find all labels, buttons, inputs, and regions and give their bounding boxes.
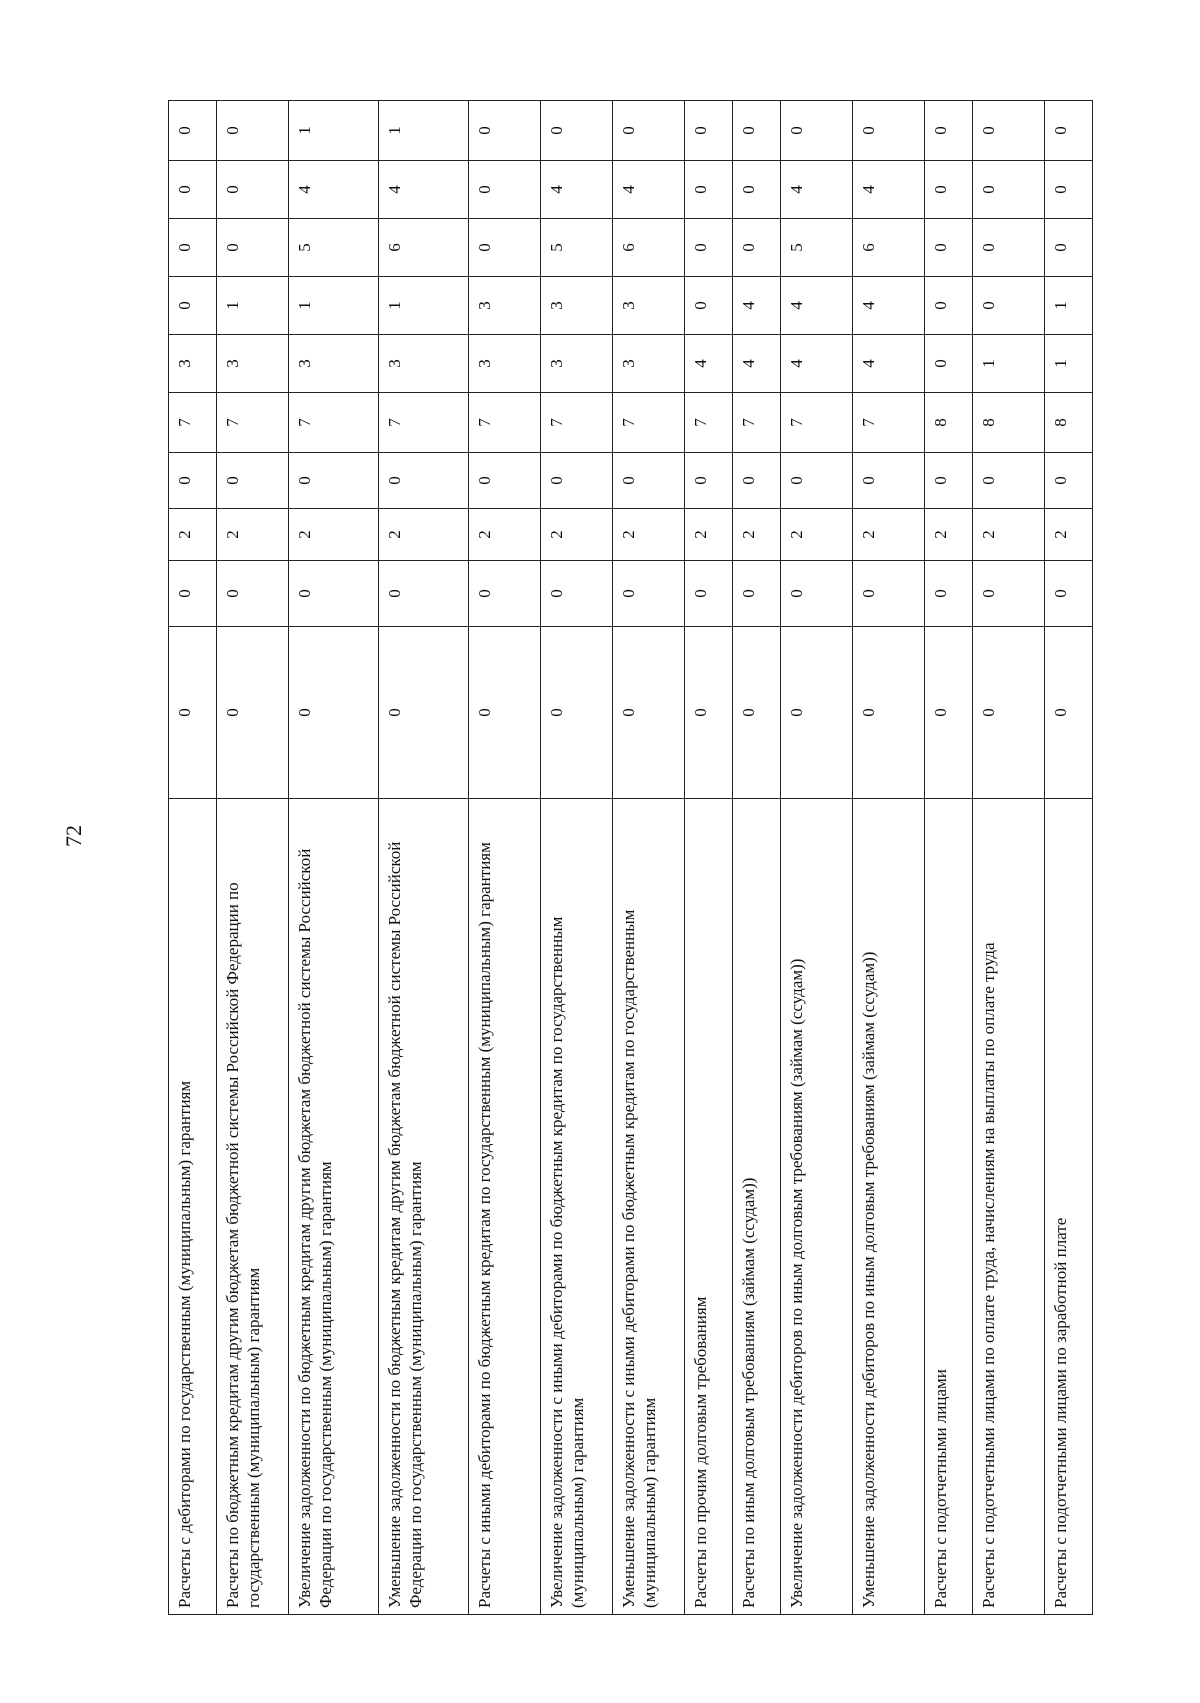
code-cell: 3 [541,335,613,393]
row-name-cell: Расчеты с подотчетными лицами по оплате труда, начислениям на выплаты по оплате труда [973,799,1045,1615]
code-cell: 7 [781,393,853,453]
code-cell: 0 [925,161,973,219]
row-name-cell: Расчеты с иными дебиторами по бюджетным кредитам по государственным (муниципальным) гарантиям [469,799,541,1615]
code-cell: 4 [541,161,613,219]
row-name-cell: Уменьшение задолженности по бюджетным кредитам другим бюджетам бюджетной системы Российской Федерации по государственным (муниципальным) гарантиям [379,799,469,1615]
code-cell: 0 [379,453,469,509]
accounts-table [168,100,1093,1615]
table-row [613,101,685,1615]
table-row [733,101,781,1615]
table-row [217,101,289,1615]
table-row [973,101,1045,1615]
row-name-cell: Расчеты с подотчетными лицами [925,799,973,1615]
code-cell: 0 [613,453,685,509]
table-row [1045,101,1093,1615]
code-cell: 7 [853,393,925,453]
code-cell: 0 [613,101,685,161]
code-cell: 0 [469,101,541,161]
code-cell: 4 [733,335,781,393]
code-cell: 0 [169,561,217,627]
code-cell: 2 [289,509,379,561]
code-cell: 7 [379,393,469,453]
code-cell: 2 [853,509,925,561]
code-cell: 1 [1045,277,1093,335]
table-row [379,101,469,1615]
code-cell: 2 [541,509,613,561]
code-cell: 1 [289,101,379,161]
code-cell: 0 [1045,453,1093,509]
row-name-cell: Увеличение задолженности дебиторов по иным долговым требованиям (займам (ссудам)) [781,799,853,1615]
code-cell: 0 [973,561,1045,627]
table-row [289,101,379,1615]
code-cell: 7 [289,393,379,453]
code-cell: 0 [973,101,1045,161]
code-cell: 0 [1045,219,1093,277]
code-cell: 0 [685,453,733,509]
code-cell: 2 [217,509,289,561]
code-cell: 0 [733,627,781,799]
table-row [541,101,613,1615]
code-cell: 0 [973,453,1045,509]
code-cell: 0 [781,627,853,799]
code-cell: 0 [217,627,289,799]
code-cell: 0 [925,219,973,277]
code-cell: 2 [781,509,853,561]
row-name-cell: Расчеты с подотчетными лицами по заработной плате [1045,799,1093,1615]
code-cell: 7 [541,393,613,453]
code-cell: 0 [541,101,613,161]
code-cell: 0 [853,453,925,509]
code-cell: 2 [925,509,973,561]
code-cell: 0 [733,219,781,277]
code-cell: 3 [289,335,379,393]
code-cell: 0 [733,561,781,627]
code-cell: 0 [925,627,973,799]
code-cell: 0 [685,561,733,627]
code-cell: 0 [169,161,217,219]
code-cell: 3 [541,277,613,335]
code-cell: 0 [1045,161,1093,219]
code-cell: 0 [169,453,217,509]
row-name-cell: Расчеты с дебиторами по государственным (муниципальным) гарантиям [169,799,217,1615]
table-row [169,101,217,1615]
code-cell: 0 [169,219,217,277]
code-cell: 2 [169,509,217,561]
code-cell: 4 [379,161,469,219]
code-cell: 0 [613,561,685,627]
code-cell: 0 [469,161,541,219]
code-cell: 6 [613,219,685,277]
code-cell: 1 [289,277,379,335]
code-cell: 1 [217,277,289,335]
code-cell: 0 [289,453,379,509]
code-cell: 2 [973,509,1045,561]
code-cell: 0 [973,277,1045,335]
code-cell: 2 [469,509,541,561]
code-cell: 7 [469,393,541,453]
code-cell: 3 [613,277,685,335]
code-cell: 2 [1045,509,1093,561]
code-cell: 1 [973,335,1045,393]
code-cell: 4 [613,161,685,219]
row-name-cell: Расчеты по прочим долговым требованиям [685,799,733,1615]
code-cell: 4 [853,161,925,219]
code-cell: 0 [733,161,781,219]
code-cell: 0 [469,627,541,799]
code-cell: 0 [1045,101,1093,161]
code-cell: 2 [613,509,685,561]
code-cell: 0 [1045,627,1093,799]
code-cell: 0 [685,219,733,277]
code-cell: 0 [541,453,613,509]
code-cell: 0 [973,219,1045,277]
page-number: 72 [61,825,86,847]
code-cell: 0 [925,101,973,161]
code-cell: 0 [469,219,541,277]
code-cell: 0 [217,101,289,161]
code-cell: 0 [217,561,289,627]
code-cell: 4 [781,161,853,219]
code-cell: 2 [379,509,469,561]
code-cell: 0 [541,627,613,799]
code-cell: 0 [169,627,217,799]
code-cell: 0 [925,335,973,393]
code-cell: 7 [685,393,733,453]
table-row [781,101,853,1615]
table-body [169,101,1093,1615]
table-row [469,101,541,1615]
code-cell: 8 [973,393,1045,453]
code-cell: 3 [469,335,541,393]
code-cell: 2 [685,509,733,561]
code-cell: 0 [289,627,379,799]
code-cell: 5 [289,219,379,277]
code-cell: 0 [973,161,1045,219]
code-cell: 0 [217,161,289,219]
table-row [925,101,973,1615]
code-cell: 4 [781,335,853,393]
code-cell: 0 [469,453,541,509]
code-cell: 0 [973,627,1045,799]
row-name-cell: Расчеты по иным долговым требованиям (займам (ссудам)) [733,799,781,1615]
code-cell: 0 [379,561,469,627]
code-cell: 0 [685,277,733,335]
code-cell: 0 [1045,561,1093,627]
code-cell: 1 [379,101,469,161]
code-cell: 7 [217,393,289,453]
code-cell: 8 [1045,393,1093,453]
code-cell: 4 [853,335,925,393]
code-cell: 1 [379,277,469,335]
row-name-cell: Увеличение задолженности по бюджетным кредитам другим бюджетам бюджетной системы Российской Федерации по государственным (муниципальным) гарантиям [289,799,379,1615]
code-cell: 0 [781,453,853,509]
code-cell: 0 [853,627,925,799]
code-cell: 0 [685,161,733,219]
code-cell: 5 [541,219,613,277]
row-name-cell: Уменьшение задолженности с иными дебиторами по бюджетным кредитам по государственным (муниципальным) гарантиям [613,799,685,1615]
row-name-cell: Уменьшение задолженности дебиторов по иным долговым требованиям (займам (ссудам)) [853,799,925,1615]
code-cell: 6 [379,219,469,277]
code-cell: 7 [733,393,781,453]
code-cell: 7 [613,393,685,453]
code-cell: 3 [169,335,217,393]
code-cell: 3 [379,335,469,393]
code-cell: 0 [169,101,217,161]
code-cell: 3 [217,335,289,393]
code-cell: 0 [217,219,289,277]
code-cell: 3 [469,277,541,335]
row-name-cell: Расчеты по бюджетным кредитам другим бюджетам бюджетной системы Российской Федерации по государственным (муниципальным) гарантиям [217,799,289,1615]
code-cell: 4 [733,277,781,335]
code-cell: 0 [853,101,925,161]
table-row [685,101,733,1615]
code-cell: 3 [613,335,685,393]
code-cell: 0 [217,453,289,509]
code-cell: 6 [853,219,925,277]
code-cell: 8 [925,393,973,453]
code-cell: 4 [853,277,925,335]
code-cell: 0 [781,561,853,627]
code-cell: 0 [733,453,781,509]
row-name-cell: Увеличение задолженности с иными дебиторами по бюджетным кредитам по государственным (муниципальным) гарантиям [541,799,613,1615]
code-cell: 0 [685,627,733,799]
code-cell: 0 [925,561,973,627]
code-cell: 0 [685,101,733,161]
code-cell: 0 [469,561,541,627]
code-cell: 2 [733,509,781,561]
code-cell: 0 [379,627,469,799]
code-cell: 0 [613,627,685,799]
code-cell: 0 [289,561,379,627]
code-cell: 4 [685,335,733,393]
code-cell: 4 [289,161,379,219]
code-cell: 0 [781,101,853,161]
code-cell: 5 [781,219,853,277]
table-row [853,101,925,1615]
code-cell: 0 [169,277,217,335]
code-cell: 0 [853,561,925,627]
code-cell: 4 [781,277,853,335]
rotated-table-wrapper [168,101,1070,1615]
code-cell: 0 [925,453,973,509]
code-cell: 7 [169,393,217,453]
code-cell: 1 [1045,335,1093,393]
code-cell: 0 [733,101,781,161]
code-cell: 0 [541,561,613,627]
code-cell: 0 [925,277,973,335]
